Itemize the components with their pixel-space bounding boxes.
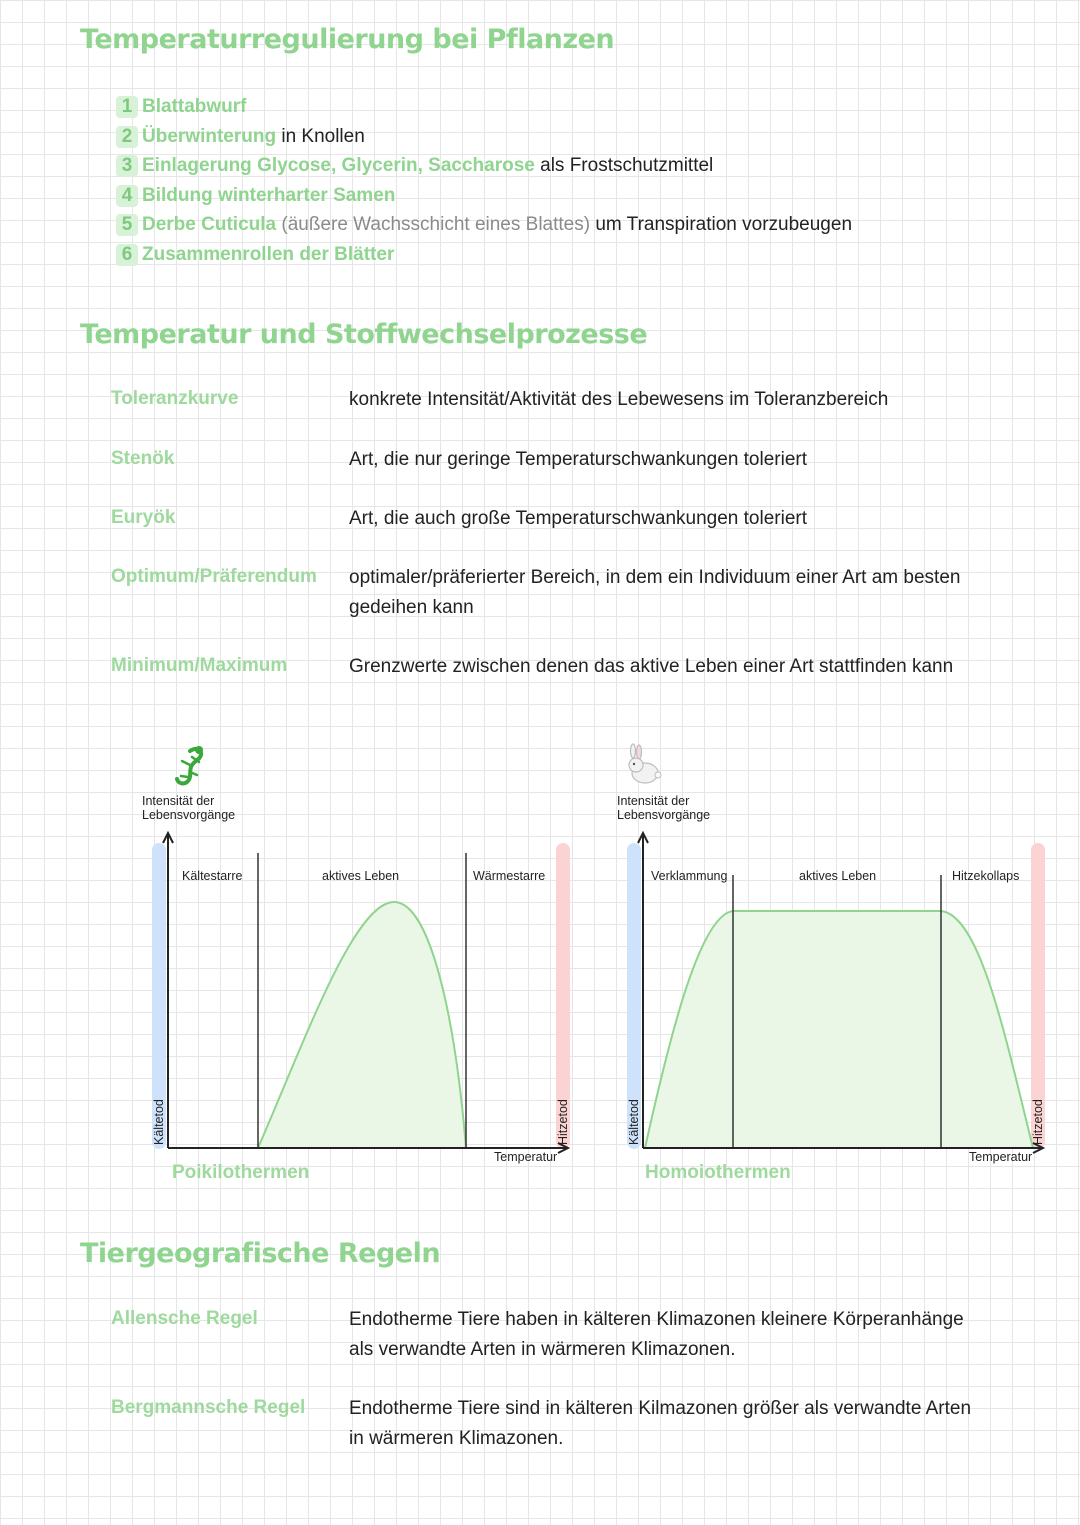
term-minimum-maximum: Minimum/Maximum [111, 655, 288, 676]
rabbit-icon [629, 744, 661, 783]
chart2-ylabel-line2: Lebensvorgänge [617, 808, 711, 822]
list-number: 1 [116, 96, 138, 118]
definition-line: Endotherme Tiere sind in kälteren Kilmazonen größer als verwandte Arten [349, 1398, 972, 1419]
definition-allensche-regel [349, 1305, 1009, 1365]
term-bergmannsche-regel: Bergmannsche Regel [111, 1397, 306, 1418]
list-item-keyword: Bildung winterharter Samen [142, 184, 396, 206]
definition-minimum-maximum: Grenzwerte zwischen denen das aktive Leben einer Art stattfinden kann [349, 656, 954, 677]
definition-line: als verwandte Arten in wärmeren Klimazonen. [349, 1339, 736, 1360]
list-number: 6 [116, 244, 138, 266]
term-toleranzkurve: Toleranzkurve [111, 388, 239, 409]
list-item-keyword: Blattabwurf [142, 96, 247, 117]
list-item [116, 151, 852, 181]
list-item [116, 240, 852, 270]
term-allensche-regel: Allensche Regel [111, 1308, 258, 1329]
list-item-keyword: Zusammenrollen der Blätter [142, 243, 395, 265]
chart1-title: Poikilothermen [172, 1162, 310, 1183]
term-euryoek: Euryök [111, 507, 176, 528]
chart2-title: Homoiothermen [645, 1162, 791, 1183]
chart1-xlabel: Temperatur [494, 1150, 558, 1164]
chart2-zone-label: aktives Leben [799, 869, 877, 883]
definition-euryoek: Art, die auch große Temperaturschwankungen toleriert [349, 508, 808, 529]
chart1-ylabel-line2: Lebensvorgänge [142, 808, 236, 822]
chart1-zone-label: Wärmestarre [473, 869, 546, 883]
list-item-keyword: Derbe Cuticula [142, 214, 277, 236]
list-item-text: als Frostschutzmittel [534, 155, 714, 177]
list-item-note: (äußere Wachsschicht eines Blattes) [276, 214, 591, 236]
definition-line: Endotherme Tiere haben in kälteren Klimazonen kleinere Körperanhänge [349, 1309, 964, 1330]
chart1-left-bar-label: Kältetod [152, 1099, 166, 1145]
list-number: 2 [116, 126, 138, 148]
definition-stenoek: Art, die nur geringe Temperaturschwankungen toleriert [349, 449, 808, 470]
term-stenoek: Stenök [111, 448, 175, 469]
chart1-right-bar-label: Hitzetod [556, 1099, 570, 1145]
chart2-right-bar-label: Hitzetod [1031, 1099, 1045, 1145]
list-number: 4 [116, 185, 138, 207]
plant-regulation-list [116, 92, 852, 270]
list-number: 5 [116, 214, 138, 236]
list-item-keyword: Einlagerung Glycose, Glycerin, Saccharose [142, 155, 535, 177]
definition-optimum: optimaler/präferierter Bereich, in dem ein Individuum einer Art am besten gedeihen kann [349, 567, 961, 618]
definition-toleranzkurve: konkrete Intensität/Aktivität des Lebewesens im Toleranzbereich [349, 389, 889, 410]
list-item [116, 181, 852, 211]
chart2-ylabel-line1: Intensität der [617, 794, 690, 808]
chart2-zone-label: Hitzekollaps [952, 869, 1020, 883]
definition-bergmannsche-regel [349, 1394, 1009, 1454]
chart1-area [258, 902, 466, 1148]
list-item-text: in Knollen [276, 125, 365, 147]
chart-homoiothermen [605, 735, 1080, 1195]
chart2-zone-label: Verklammung [651, 869, 728, 883]
lizard-icon [177, 746, 203, 783]
chart1-ylabel-line1: Intensität der [142, 794, 215, 808]
list-number: 3 [116, 155, 138, 177]
section-title-stoffwechsel: Temperatur und Stoffwechselprozesse [80, 319, 648, 350]
chart2-left-bar-label: Kältetod [627, 1099, 641, 1145]
list-item-keyword: Überwinterung [142, 125, 277, 147]
list-item [116, 122, 852, 152]
list-item-text: um Transpiration vorzubeugen [590, 214, 853, 236]
definition-line: in wärmeren Klimazonen. [349, 1428, 564, 1449]
term-optimum: Optimum/Präferendum [111, 566, 317, 587]
list-item [116, 210, 852, 240]
chart1-zone-label: aktives Leben [322, 869, 400, 883]
chart-poikilothermen [130, 735, 610, 1195]
section-title-tiergeografie: Tiergeografische Regeln [80, 1238, 441, 1269]
list-item [116, 92, 852, 122]
chart1-zone-label: Kältestarre [182, 869, 243, 883]
chart2-xlabel: Temperatur [969, 1150, 1033, 1164]
section-title-pflanzen: Temperaturregulierung bei Pflanzen [80, 24, 615, 55]
